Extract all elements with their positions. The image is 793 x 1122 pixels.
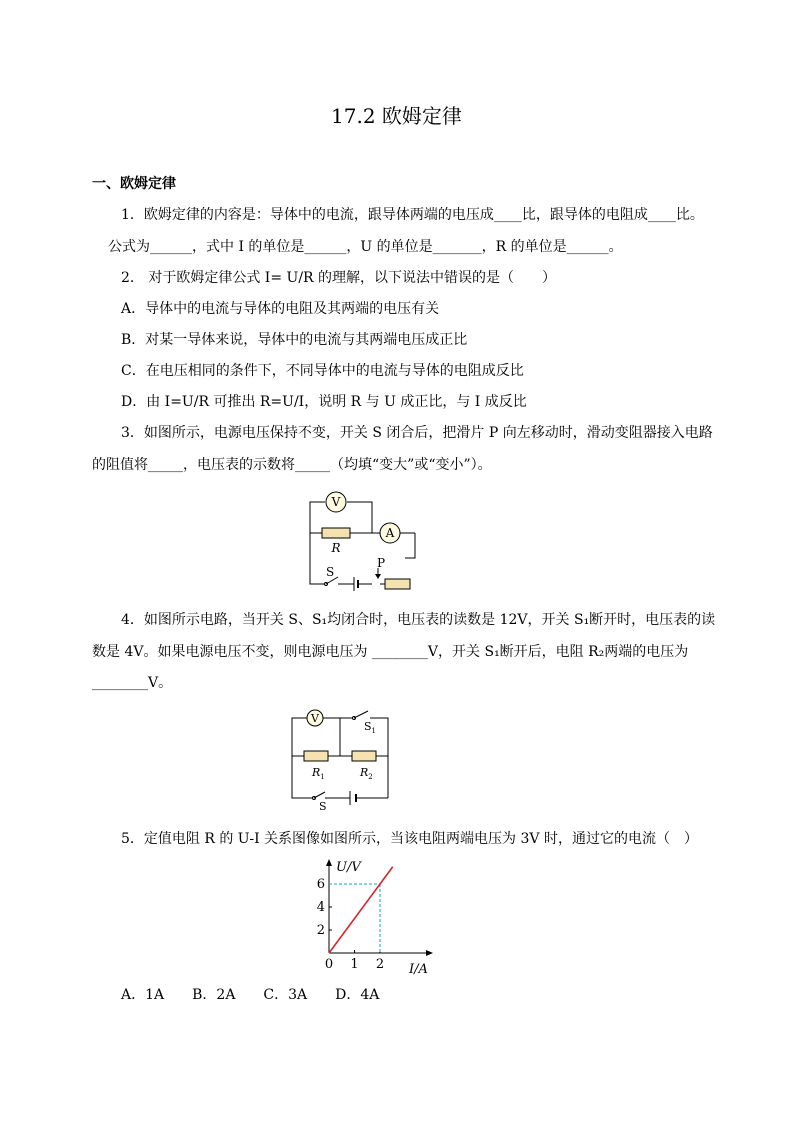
- resistor-r2-icon: [352, 751, 376, 761]
- y-axis-arrow-icon: [326, 859, 332, 866]
- y-tick-label: 6: [316, 877, 325, 892]
- page-title: 17.2 欧姆定律: [331, 104, 462, 128]
- q4-line1: 4．如图所示电路，当开关 S、S₁均闭合时，电压表的读数是 12V，开关 S₁断开时，电压表的读: [121, 612, 716, 628]
- q3-slider-label: P: [377, 556, 386, 570]
- q3-circuit-diagram: [300, 488, 430, 593]
- resistor-r1-icon: [304, 751, 328, 761]
- data-line: [329, 867, 393, 953]
- q4-line2: 数是 4V。如果电源电压不变，则电源电压为 ________V，开关 S₁断开后，电阻 R₂两端的电压为: [92, 644, 689, 660]
- x-tick-label: 2: [375, 957, 385, 972]
- q4-r2-label: $R_2$: [360, 766, 373, 781]
- q4-circuit-diagram: [290, 706, 395, 811]
- q2-option-c: C．在电压相同的条件下，不同导体中的电流与导体的电阻成反比: [121, 363, 524, 379]
- resistor-icon: [322, 528, 350, 538]
- q4-s1-label: $S_1$: [364, 720, 377, 735]
- q4-r1-label: $R_1$: [312, 766, 325, 781]
- q4-s-label: S: [319, 800, 327, 813]
- q5-options: A．1A B．2A C．3A D．4A: [121, 987, 380, 1003]
- q3-voltmeter-label: V: [331, 495, 341, 509]
- x-axis-label: I/A: [409, 962, 428, 977]
- q3-line1: 3．如图所示，电源电压保持不变，开关 S 闭合后，把滑片 P 向左移动时，滑动变阻器接入电路: [121, 425, 713, 441]
- q3-switch-label: S: [326, 565, 335, 579]
- x-tick-label: 0: [324, 957, 334, 972]
- q1-line1: 1．欧姆定律的内容是：导体中的电流，跟导体两端的电压成____比，跟导体的电阻成____比。: [121, 207, 704, 223]
- q5-ui-chart: [300, 855, 445, 980]
- switch-s1-icon: [354, 711, 368, 718]
- q2-option-a: A．导体中的电流与导体的电阻及其两端的电压有关: [121, 301, 440, 317]
- q2-option-d: D．由 I=U/R 可推出 R=U/I，说明 R 与 U 成正比，与 I 成反比: [121, 394, 527, 410]
- q1-line2: 公式为______，式中 I 的单位是______，U 的单位是_______，R 的单位是______。: [108, 239, 623, 255]
- q2-stem: 2． 对于欧姆定律公式 I= U/R 的理解，以下说法中错误的是（ ）: [121, 270, 557, 286]
- q3-ammeter-label: A: [385, 526, 395, 540]
- section-heading: 一、欧姆定律: [92, 176, 176, 192]
- q5-stem: 5．定值电阻 R 的 U-I 关系图像如图所示，当该电阻两端电压为 3V 时，通过它的电流（ ）: [121, 831, 698, 847]
- x-axis-arrow-icon: [426, 950, 433, 956]
- switch-s-icon: [314, 792, 325, 798]
- q3-resistor-label: R: [331, 541, 341, 555]
- q2-option-b: B．对某一导体来说，导体中的电流与其两端电压成正比: [121, 332, 468, 348]
- y-tick-label: 4: [316, 900, 325, 915]
- q4-line3: ________V。: [92, 675, 173, 691]
- y-axis-label: U/V: [336, 860, 361, 875]
- x-tick-label: 1: [350, 957, 359, 972]
- rheostat-icon: [385, 579, 410, 589]
- q4-voltmeter-label: V: [311, 712, 319, 725]
- y-tick-label: 2: [316, 923, 325, 938]
- q3-line2: 的阻值将_____，电压表的示数将_____（均填“变大”或“变小”）。: [92, 457, 492, 473]
